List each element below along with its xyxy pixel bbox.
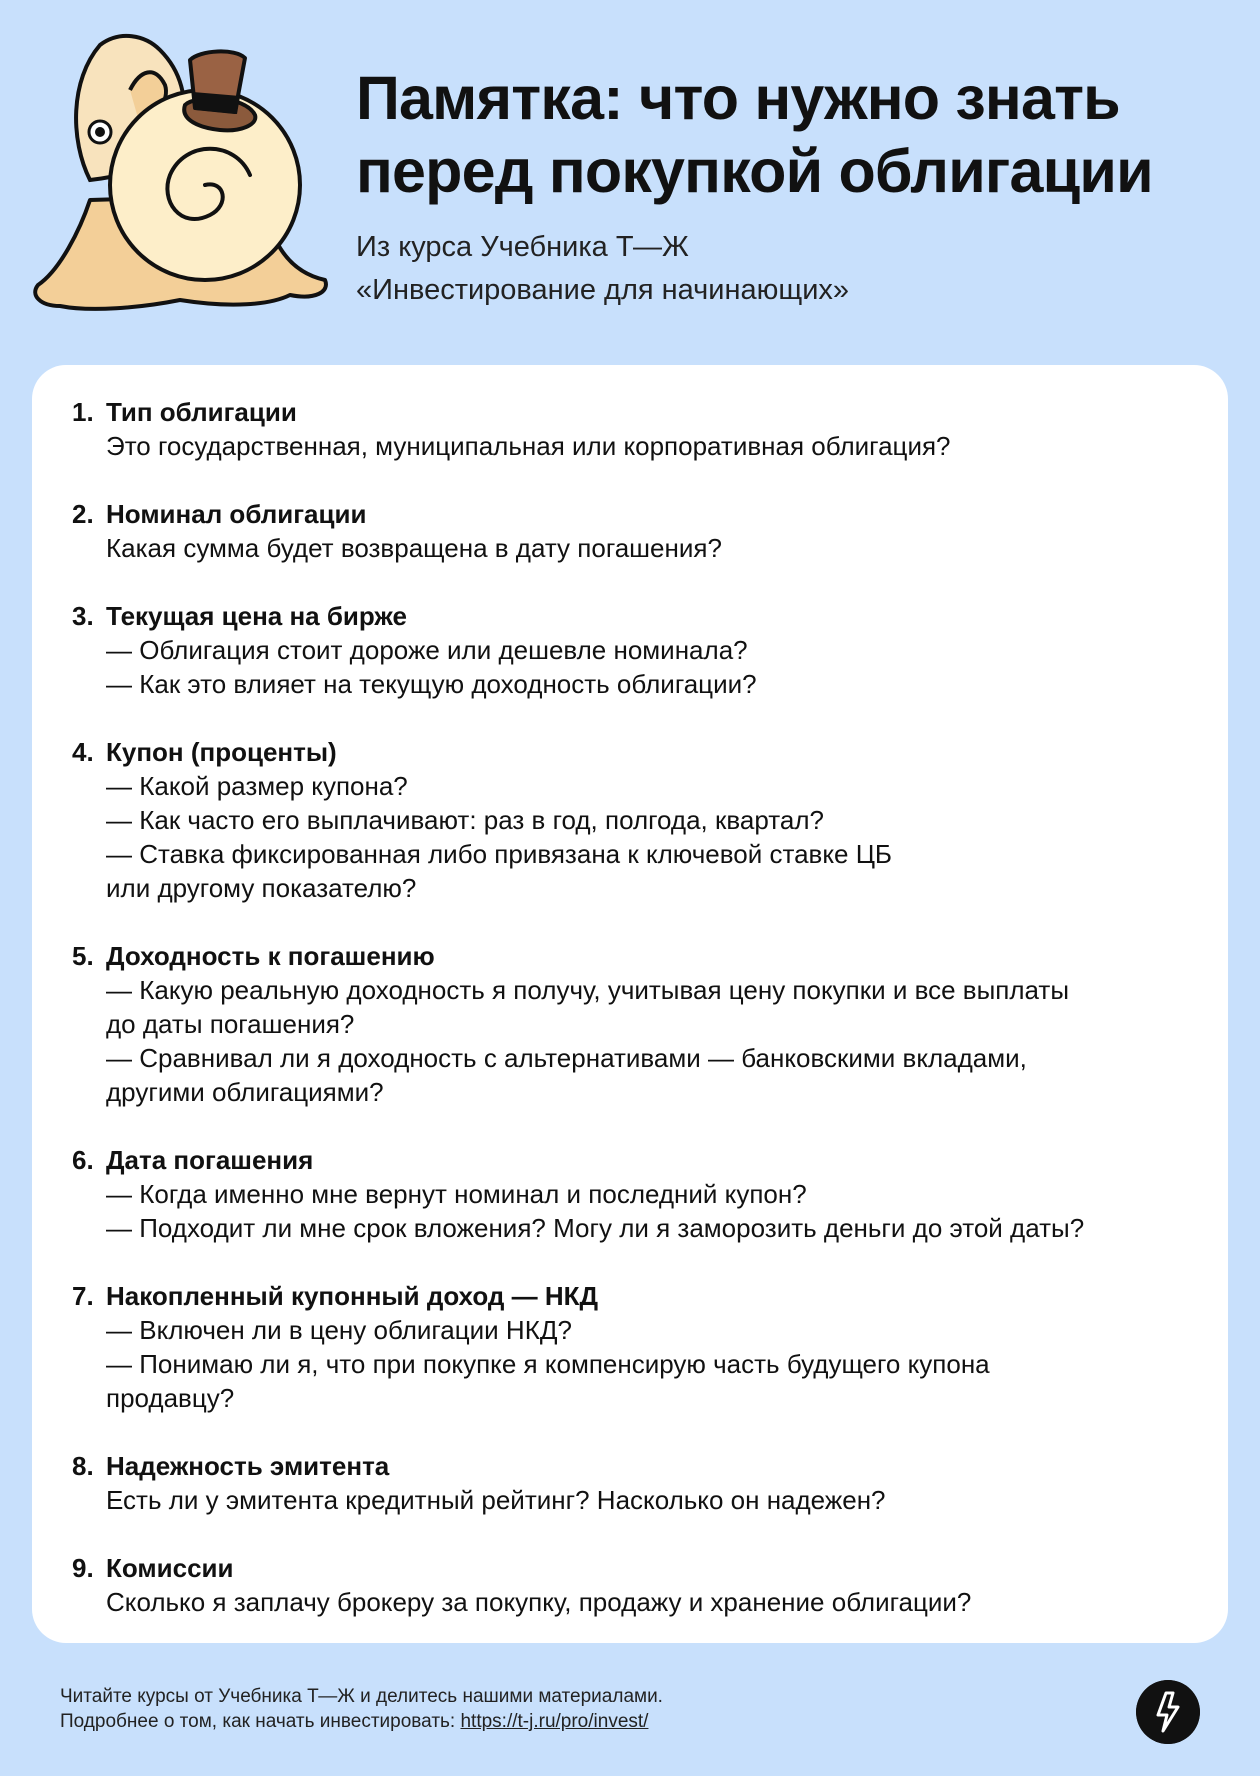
- item-line: — Как часто его выплачивают: раз в год, полгода, квартал?: [106, 805, 824, 835]
- checklist-item: [72, 1279, 1202, 1415]
- subtitle-line: Из курса Учебника Т—Ж: [356, 231, 689, 263]
- item-title: [72, 1143, 1202, 1177]
- subtitle-line: «Инвестирование для начинающих»: [356, 274, 850, 306]
- lightning-logo-icon[interactable]: [1136, 1680, 1200, 1744]
- item-line: или другому показателю?: [106, 873, 417, 903]
- item-line: до даты погашения?: [106, 1009, 355, 1039]
- item-title: [72, 599, 1202, 633]
- checklist-item: [72, 599, 1202, 701]
- subtitle: [356, 226, 1236, 312]
- item-title: [72, 497, 1202, 531]
- item-line: — Сравнивал ли я доходность с альтернативами — банковскими вкладами,: [106, 1043, 1027, 1073]
- footer-line: [60, 1709, 663, 1734]
- checklist: [72, 395, 1202, 1653]
- item-line: Есть ли у эмитента кредитный рейтинг? Насколько он надежен?: [106, 1485, 886, 1515]
- item-title: [72, 939, 1202, 973]
- checklist-item: [72, 735, 1202, 905]
- item-title-text: Тип облигации: [106, 397, 297, 427]
- item-line: — Подходит ли мне срок вложения? Могу ли я заморозить деньги до этой даты?: [106, 1213, 1085, 1243]
- item-line: — Включен ли в цену облигации НКД?: [106, 1315, 572, 1345]
- item-number: 8.: [72, 1451, 94, 1481]
- item-number: 3.: [72, 601, 94, 631]
- item-line: Это государственная, муниципальная или корпоративная облигация?: [106, 431, 951, 461]
- item-title-text: Дата погашения: [106, 1145, 314, 1175]
- item-number: 4.: [72, 737, 94, 767]
- footer-line: Читайте курсы от Учебника Т—Ж и делитесь нашими материалами.: [60, 1686, 663, 1707]
- checklist-item: [72, 1143, 1202, 1245]
- item-line: продавцу?: [106, 1383, 235, 1413]
- checklist-card: [32, 365, 1228, 1643]
- checklist-item: [72, 497, 1202, 565]
- item-line: другими облигациями?: [106, 1077, 384, 1107]
- item-title-text: Надежность эмитента: [106, 1451, 390, 1481]
- item-number: 5.: [72, 941, 94, 971]
- checklist-item: [72, 1551, 1202, 1619]
- item-title: [72, 1449, 1202, 1483]
- title-line: перед покупкой облигации: [356, 137, 1153, 205]
- footer-prefix: Подробнее о том, как начать инвестировать:: [60, 1711, 461, 1732]
- item-line: — Понимаю ли я, что при покупке я компенсирую часть будущего купона: [106, 1349, 990, 1379]
- item-line: — Как это влияет на текущую доходность облигации?: [106, 669, 757, 699]
- page-header: [356, 62, 1236, 312]
- title-line: Памятка: что нужно знать: [356, 64, 1120, 132]
- item-title-text: Номинал облигации: [106, 499, 367, 529]
- item-title-text: Текущая цена на бирже: [106, 601, 407, 631]
- snail-mascot-icon: [30, 30, 340, 330]
- footer: [60, 1684, 663, 1734]
- item-title-text: Комиссии: [106, 1553, 234, 1583]
- item-line: Сколько я заплачу брокеру за покупку, продажу и хранение облигации?: [106, 1587, 972, 1617]
- item-number: 6.: [72, 1145, 94, 1175]
- item-title-text: Доходность к погашению: [106, 941, 435, 971]
- item-number: 9.: [72, 1553, 94, 1583]
- item-title: [72, 395, 1202, 429]
- invest-link[interactable]: https://t-j.ru/pro/invest/: [460, 1711, 649, 1732]
- item-title: [72, 1551, 1202, 1585]
- item-line: — Какой размер купона?: [106, 771, 408, 801]
- item-number: 1.: [72, 397, 94, 427]
- item-title: [72, 735, 1202, 769]
- item-number: 7.: [72, 1281, 94, 1311]
- item-title-text: Купон (проценты): [106, 737, 337, 767]
- item-line: — Когда именно мне вернут номинал и последний купон?: [106, 1179, 807, 1209]
- item-line: — Ставка фиксированная либо привязана к ключевой ставке ЦБ: [106, 839, 892, 869]
- item-line: — Облигация стоит дороже или дешевле номинала?: [106, 635, 748, 665]
- item-title-text: Накопленный купонный доход — НКД: [106, 1281, 599, 1311]
- item-line: — Какую реальную доходность я получу, учитывая цену покупки и все выплаты: [106, 975, 1070, 1005]
- checklist-item: [72, 395, 1202, 463]
- page-title: [356, 62, 1236, 208]
- checklist-item: [72, 1449, 1202, 1517]
- item-number: 2.: [72, 499, 94, 529]
- item-title: [72, 1279, 1202, 1313]
- checklist-item: [72, 939, 1202, 1109]
- item-line: Какая сумма будет возвращена в дату погашения?: [106, 533, 722, 563]
